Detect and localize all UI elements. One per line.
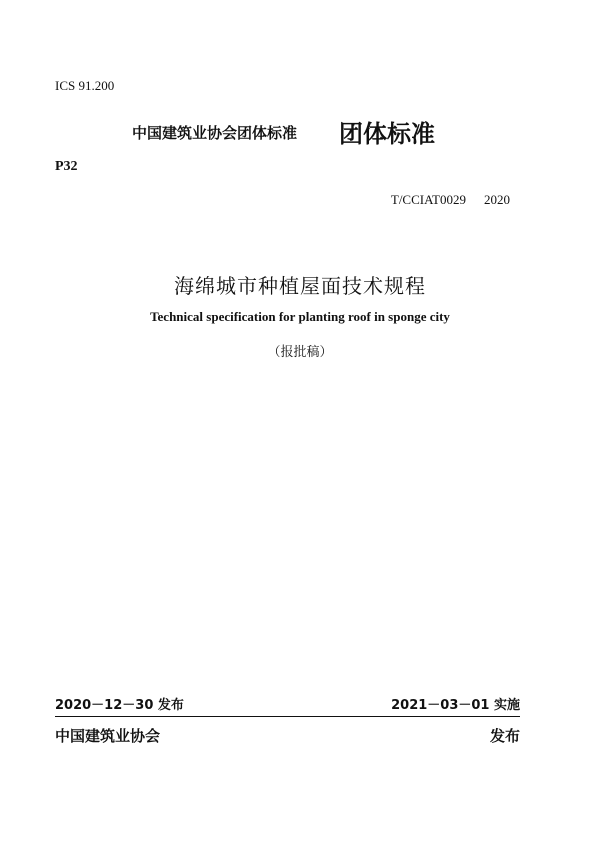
- document-title-english: Technical specification for planting roof in sponge city: [150, 309, 450, 324]
- publisher-name: 中国建筑业协会: [55, 727, 161, 745]
- standard-number-year: 2020: [484, 192, 510, 207]
- implementation-date: 2021－03－01 实施: [391, 698, 520, 713]
- document-title-chinese: 海绵城市种植屋面技术规程: [174, 274, 426, 298]
- association-standard-label: 中国建筑业协会团体标准: [132, 124, 298, 142]
- standard-number-code: T/CCIAT0029: [390, 192, 466, 207]
- standard-number: [391, 192, 510, 208]
- ics-code: ICS 91.200: [55, 78, 115, 93]
- draft-status: （报批稿）: [267, 345, 333, 360]
- issue-date: 2020－12－30 发布: [55, 698, 184, 713]
- footer-divider: [55, 716, 520, 717]
- ccs-code: P32: [55, 159, 78, 174]
- publish-label: 发布: [489, 727, 520, 745]
- group-standard-heading: 团体标准: [339, 120, 435, 148]
